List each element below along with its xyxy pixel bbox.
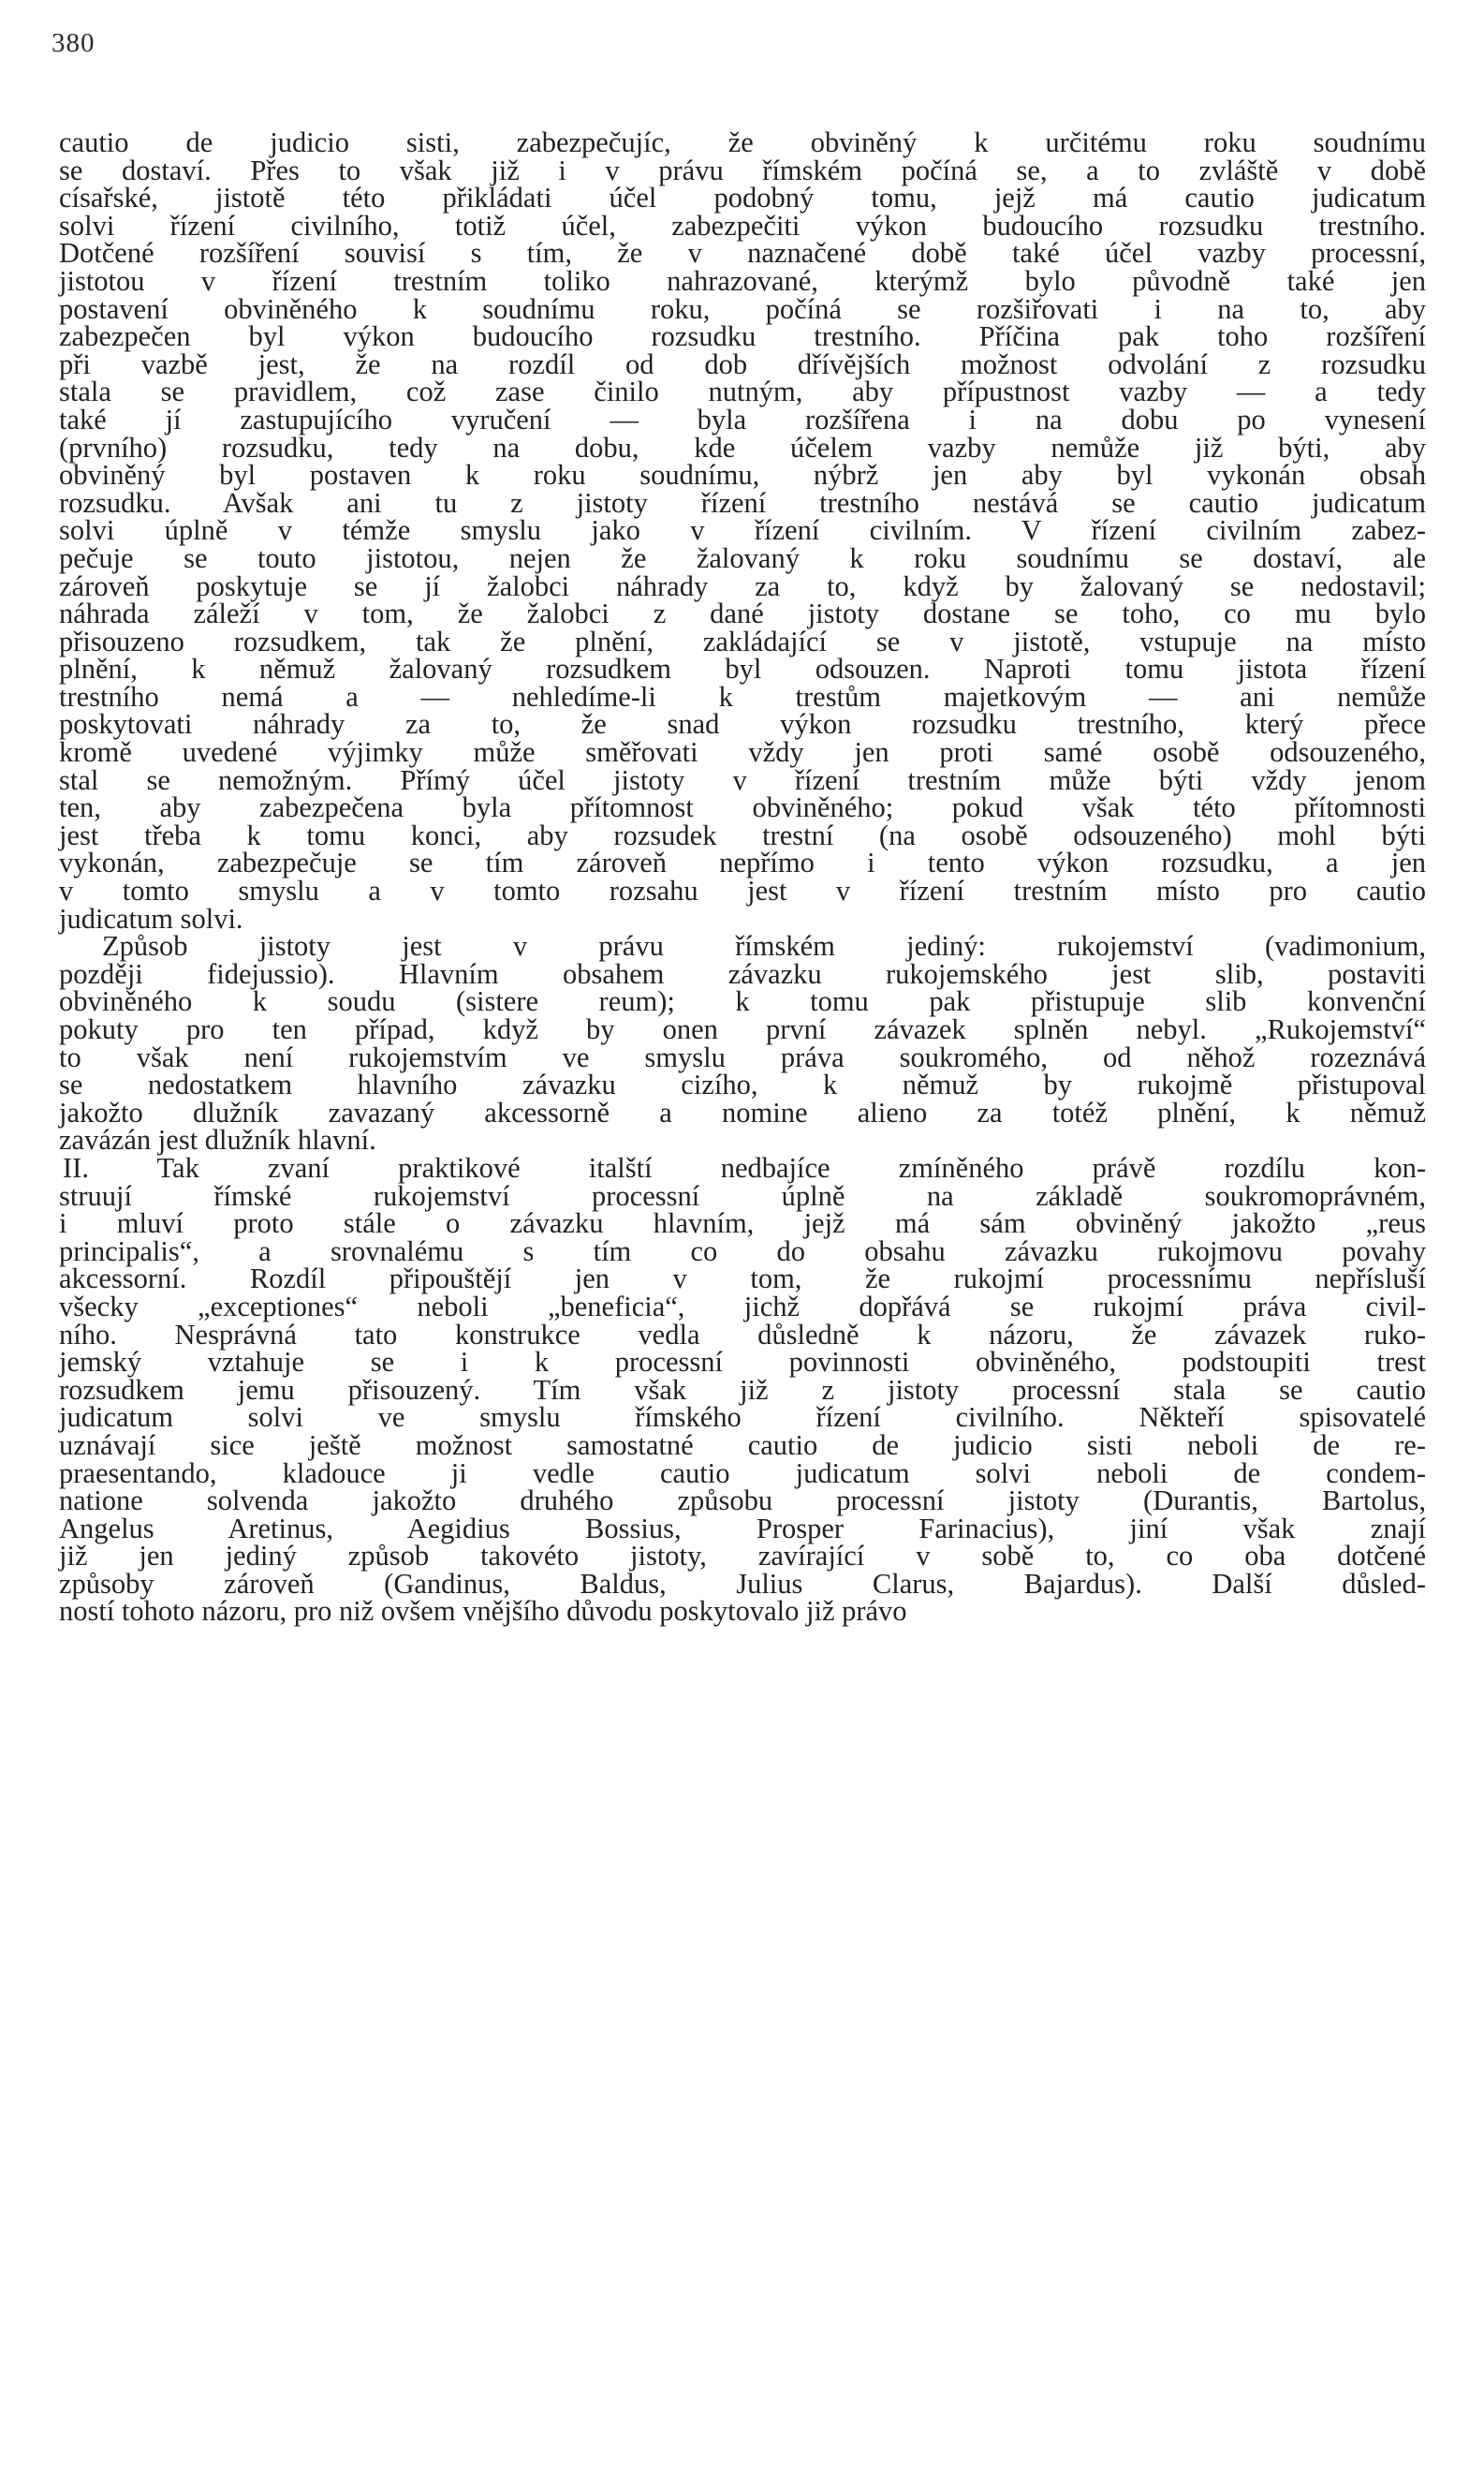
text-line: praesentando, kladouce ji vedle cautio judicatum solvi neboli de condem- — [59, 1456, 1426, 1489]
text-line: Způsob jistoty jest v právu římském jediný: rukojemství (vadimonium, — [102, 930, 1426, 963]
text-line: zavázán jest dlužník hlavní. — [59, 1124, 376, 1157]
text-line: všecky „exceptiones“ neboli „beneficia“, jichž dopřává se rukojmí práva civil- — [59, 1290, 1426, 1322]
text-line: jemský vztahuje se i k processní povinnosti obviněného, podstoupiti trest — [59, 1346, 1426, 1379]
text-line: také jí zastupujícího vyručení — byla rozšířena i na dobu po vynesení — [59, 403, 1426, 436]
text-line: se nedostatkem hlavního závazku cizího, k němuž by rukojmě přistupoval — [59, 1069, 1426, 1101]
text-line: pečuje se touto jistotou, nejen že žalovaný k roku soudnímu se dostaví, ale — [59, 541, 1426, 574]
text-line: to však není rukojemstvím ve smyslu práva soukromého, od něhož rozeznává — [59, 1041, 1426, 1073]
text-line: náhrada záleží v tom, že žalobci z dané jistoty dostane se toho, co mu bylo — [59, 598, 1426, 630]
text-line: trestního nemá a — nehledíme-li k trestům majetkovým — ani nemůže — [59, 680, 1426, 713]
text-line: judicatum solvi ve smyslu římského řízení civilního. Někteří spisovatelé — [59, 1401, 1426, 1434]
text-line: v tomto smyslu a v tomto rozsahu jest v řízení trestním místo pro cautio — [59, 875, 1426, 908]
text-line: se dostaví. Přes to však již i v právu římském počíná se, a to zvláště v době — [59, 154, 1426, 186]
text-body — [59, 126, 1426, 1628]
text-line: principalis“, a srovnalému s tím co do obsahu závazku rukojmovu povahy — [59, 1234, 1426, 1267]
text-line: solvi řízení civilního, totiž účel, zabezpečiti výkon budoucího rozsudku trestního. — [59, 209, 1426, 242]
text-line: postavení obviněného k soudnímu roku, počíná se rozšiřovati i na to, aby — [59, 292, 1426, 325]
text-line: plnění, k němuž žalovaný rozsudkem byl odsouzen. Naproti tomu jistota řízení — [59, 653, 1426, 686]
text-line: natione solvenda jakožto druhého způsobu processní jistoty (Durantis, Bartolus, — [59, 1484, 1426, 1517]
text-line: uznávají sice ještě možnost samostatné cautio de judicio sisti neboli de re- — [59, 1428, 1426, 1461]
paragraph — [59, 930, 1426, 1157]
text-line: obviněného k soudu (sistere reum); k tomu pak přistupuje slib konvenční — [59, 985, 1426, 1018]
text-line: způsoby zároveň (Gandinus, Baldus, Julius Clarus, Bajardus). Další důsled- — [59, 1567, 1426, 1600]
text-line: Angelus Aretinus, Aegidius Bossius, Prosper Farinacius), jiní však znají — [59, 1512, 1426, 1544]
text-line: Dotčené rozšíření souvisí s tím, že v naznačené době také účel vazby processní, — [59, 237, 1426, 270]
text-line: (prvního) rozsudku, tedy na dobu, kde účelem vazby nemůže již býti, aby — [59, 431, 1426, 464]
paragraph — [59, 126, 1426, 935]
text-line: vykonán, zabezpečuje se tím zároveň nepřímo i tento výkon rozsudku, a jen — [59, 847, 1426, 879]
text-line: pokuty pro ten případ, když by onen první závazek splněn nebyl. „Rukojemství“ — [59, 1013, 1426, 1045]
text-line: solvi úplně v témže smyslu jako v řízení civilním. V řízení civilním zabez- — [59, 514, 1426, 547]
text-line: i mluví proto stále o závazku hlavním, jejž má sám obviněný jakožto „reus — [59, 1207, 1426, 1240]
text-line: cautio de judicio sisti, zabezpečujíc, že obviněný k určitému roku soudnímu — [59, 126, 1426, 158]
text-line: již jen jediný způsob takovéto jistoty, zavírající v sobě to, co oba dotčené — [59, 1540, 1426, 1573]
text-line: zároveň poskytuje se jí žalobci náhrady za to, když by žalovaný se nedostavil; — [59, 569, 1426, 602]
text-line: rozsudkem jemu přisouzený. Tím však již z jistoty processní stala se cautio — [59, 1373, 1426, 1406]
text-line: ností tohoto názoru, pro niž ovšem vnějšího důvodu poskytovalo již právo — [59, 1595, 907, 1628]
text-line: II. Tak zvaní praktikové italští nedbajíce zmíněného právě rozdílu kon- — [63, 1151, 1426, 1184]
page-number: 380 — [51, 28, 96, 58]
text-line: jakožto dlužník zavazaný akcessorně a nomine alieno za totéž plnění, k němuž — [59, 1096, 1426, 1129]
text-line: rozsudku. Avšak ani tu z jistoty řízení trestního nestává se cautio judicatum — [59, 486, 1426, 519]
text-line: struují římské rukojemství processní úplně na základě soukromoprávném, — [59, 1179, 1426, 1212]
text-line: akcessorní. Rozdíl připouštějí jen v tom, že rukojmí processnímu nepřísluší — [59, 1263, 1426, 1295]
text-line: kromě uvedené výjimky může směřovati vždy jen proti samé osobě odsouzeného, — [59, 736, 1426, 769]
text-line: obviněný byl postaven k roku soudnímu, nýbrž jen aby byl vykonán obsah — [59, 459, 1426, 492]
text-line: císařské, jistotě této přikládati účel podobný tomu, jejž má cautio judicatum — [59, 182, 1426, 214]
text-line: poskytovati náhrady za to, že snad výkon rozsudku trestního, který přece — [59, 708, 1426, 741]
text-line: stala se pravidlem, což zase činilo nutným, aby přípustnost vazby — a tedy — [59, 376, 1426, 408]
text-line: jistotou v řízení trestním toliko nahrazované, kterýmž bylo původně také jen — [59, 264, 1426, 297]
paragraph — [59, 1151, 1426, 1628]
text-line: jest třeba k tomu konci, aby rozsudek trestní (na osobě odsouzeného) mohl býti — [59, 819, 1426, 851]
text-line: přisouzeno rozsudkem, tak že plnění, zakládající se v jistotě, vstupuje na místo — [59, 625, 1426, 657]
text-line: při vazbě jest, že na rozdíl od dob dřívějších možnost odvolání z rozsudku — [59, 347, 1426, 380]
text-line: stal se nemožným. Přímý účel jistoty v řízení trestním může býti vždy jenom — [59, 763, 1426, 796]
text-line: ního. Nesprávná tato konstrukce vedla důsledně k názoru, že závazek ruko- — [59, 1318, 1426, 1351]
text-line: judicatum solvi. — [59, 902, 243, 935]
text-line: zabezpečen byl výkon budoucího rozsudku trestního. Příčina pak toho rozšíření — [59, 320, 1426, 353]
text-line: ten, aby zabezpečena byla přítomnost obviněného; pokud však této přítomnosti — [59, 791, 1426, 824]
text-line: později fidejussio). Hlavním obsahem závazku rukojemského jest slib, postaviti — [59, 957, 1426, 990]
